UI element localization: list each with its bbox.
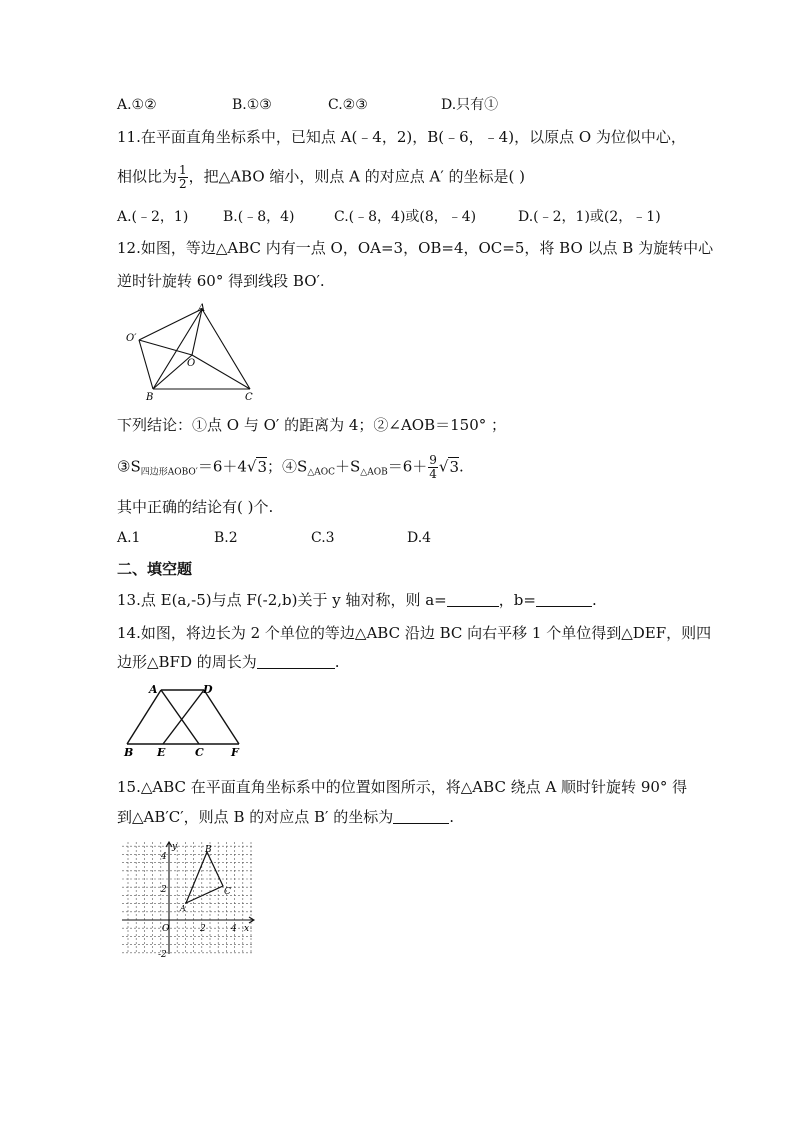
- c4-eq: ＝6＋: [387, 457, 428, 476]
- label-b: B: [146, 392, 154, 403]
- q13-blank-a[interactable]: [447, 590, 499, 607]
- q10-option-c[interactable]: C.②③: [328, 97, 368, 113]
- tick-y-4: 4: [161, 852, 167, 862]
- q11-frac-den: 2: [179, 177, 187, 191]
- label-o-prime: O′: [126, 333, 137, 344]
- q15-coordinate-grid: [120, 840, 256, 958]
- q11-line2-pre: 相似比为: [117, 167, 178, 186]
- c4-end: .: [459, 457, 464, 476]
- q11-line2-post: ，把△ABO 缩小，则点 A 的对应点 A′ 的坐标是( ): [188, 167, 526, 186]
- tick-x-4: 4: [231, 924, 237, 934]
- q11-line1: 11.在平面直角坐标系中，已知点 A(﹣4，2)，B(﹣6，﹣4)，以原点 O 为位似中心，: [117, 128, 686, 146]
- q15-line1: 15.△ABC 在平面直角坐标系中的位置如图所示，将△ABC 绕点 A 顺时针旋转 90° 得: [117, 778, 688, 796]
- tick-x-2: 2: [200, 924, 206, 934]
- label-d: D: [203, 683, 213, 696]
- q12-question: 其中正确的结论有( )个.: [117, 498, 274, 516]
- c3-sep: ；④S: [267, 457, 308, 476]
- label-b: B: [124, 746, 134, 759]
- segment-co: [192, 355, 250, 389]
- q12-figure: [117, 300, 267, 405]
- c4-fraction: [428, 454, 438, 481]
- q14-end: .: [334, 653, 340, 671]
- q12-option-c[interactable]: C.3: [311, 530, 335, 546]
- q13-end: .: [591, 591, 597, 609]
- c3-pre: ③S: [117, 457, 141, 476]
- label-a: A: [180, 904, 186, 913]
- q11-option-c[interactable]: C.(﹣8，4)或(8，﹣4): [334, 209, 477, 225]
- q15-end: .: [449, 808, 454, 826]
- label-b: B: [205, 845, 212, 855]
- c4-sub1: △AOC: [307, 467, 335, 478]
- q15-pre: 到△AB′C′，则点 B 的对应点 B′ 的坐标为: [117, 808, 394, 826]
- q14-figure: [117, 682, 247, 760]
- section-title: 二、填空题: [117, 560, 193, 578]
- q15-blank[interactable]: [393, 807, 449, 824]
- c4-radicand: 3: [449, 457, 459, 476]
- label-c: C: [245, 392, 253, 403]
- q12-option-b[interactable]: B.2: [214, 530, 238, 546]
- label-x: x: [244, 924, 250, 934]
- label-a: A: [149, 683, 158, 696]
- q12-line2: 逆时针旋转 60° 得到线段 BO′.: [117, 272, 325, 290]
- segment-o-oprime: [139, 340, 192, 355]
- label-origin: O: [162, 924, 170, 934]
- c4-sub2: △AOB: [360, 467, 388, 478]
- c4-den: 4: [429, 467, 437, 481]
- edge-df: [204, 690, 239, 744]
- segment-b-oprime: [139, 340, 153, 389]
- q12-option-d[interactable]: D.4: [407, 530, 432, 546]
- q12-line1: 12.如图，等边△ABC 内有一点 O，OA=3，OB=4，OC=5，将 BO 以点 B 为旋转中心: [117, 239, 714, 257]
- q12-conclusion1: 下列结论：①点 O 与 O′ 的距离为 4；②∠AOB＝150° ；: [117, 416, 507, 434]
- q13-pre: 13.点 E(a,-5)与点 F(-2,b)关于 y 轴对称，则 a=: [117, 591, 447, 609]
- sqrt-sign-icon: √: [438, 457, 449, 476]
- c3-sub: 四边形AOBO′: [140, 467, 198, 478]
- q13-blank-b[interactable]: [536, 590, 592, 607]
- q13-mid: ，b=: [498, 591, 536, 609]
- edge-ac: [202, 309, 250, 389]
- q14-line2: [117, 651, 340, 673]
- q11-frac-num: 1: [179, 163, 187, 177]
- edge-de: [163, 690, 204, 744]
- q11-fraction: [178, 164, 188, 191]
- q12-conclusion2: [117, 454, 464, 484]
- label-y: y: [172, 842, 178, 852]
- q13-line: [117, 589, 597, 611]
- q10-option-d[interactable]: D.只有①: [441, 97, 499, 113]
- q14-line1: 14.如图，将边长为 2 个单位的等边△ABC 沿边 BC 向右平移 1 个单位得到△DEF，则四: [117, 624, 712, 642]
- tick-y-2: 2: [161, 885, 167, 895]
- q15-line2: [117, 806, 454, 828]
- q10-option-a[interactable]: A.①②: [117, 97, 157, 113]
- edge-ac: [161, 690, 199, 744]
- q14-pre: 边形△BFD 的周长为: [117, 653, 257, 671]
- label-c: C: [224, 887, 231, 897]
- q11-option-b[interactable]: B.(﹣8，4): [223, 209, 295, 225]
- edge-ba: [127, 690, 161, 744]
- c3-mid: ＝6＋4: [197, 457, 247, 476]
- label-c: C: [195, 746, 204, 759]
- q10-option-b[interactable]: B.①③: [232, 97, 272, 113]
- q11-line2: [117, 164, 525, 191]
- label-a: A: [198, 303, 206, 314]
- c3-radicand: 3: [257, 457, 268, 476]
- q14-blank[interactable]: [257, 652, 335, 669]
- q11-option-a[interactable]: A.(﹣2，1): [117, 209, 189, 225]
- q12-option-a[interactable]: A.1: [117, 530, 141, 546]
- label-f: F: [231, 746, 239, 759]
- q11-option-d[interactable]: D.(﹣2，1)或(2，﹣1): [518, 209, 661, 225]
- c4-plus: ＋S: [335, 457, 361, 476]
- segment-ao: [192, 309, 202, 355]
- sqrt-sign-icon: √: [246, 457, 257, 476]
- c4-num: 9: [429, 453, 437, 467]
- tick-y-neg2: -2: [158, 950, 167, 958]
- label-e: E: [157, 746, 166, 759]
- label-o: O: [187, 358, 196, 369]
